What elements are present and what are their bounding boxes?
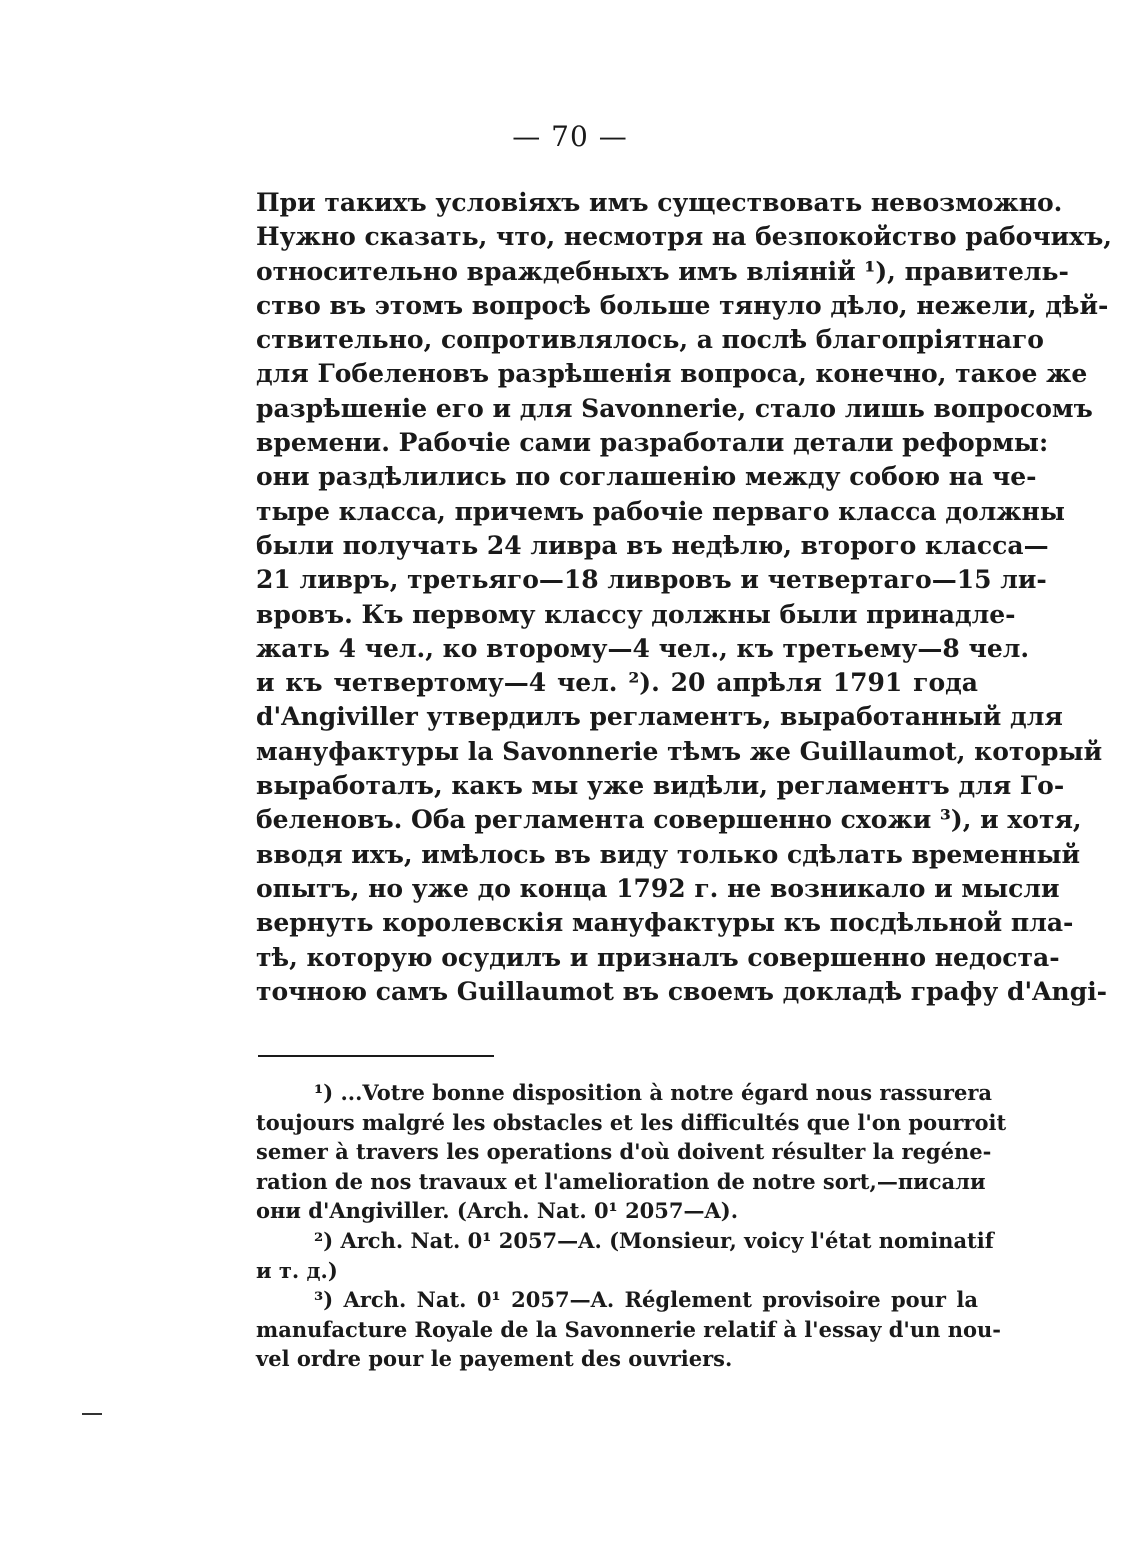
body-line: 21 ливръ, третьяго—18 ливровъ и четвертаго—15 ли- [256, 565, 1047, 595]
footnote-1 [256, 1078, 1007, 1226]
body-line: тыре класса, причемъ рабочіе перваго класса должны [256, 496, 1065, 526]
body-line: для Гобеленовъ разрѣшенія вопроса, конечно, такое же [256, 359, 1088, 389]
body-line: беленовъ. Оба регламента совершенно схожи ³), и хотя, [256, 805, 1082, 835]
body-line: выработалъ, какъ мы уже видѣли, регламентъ для Го- [256, 771, 1065, 801]
footnote-line: vel ordre pour le payement des ouvriers. [256, 1346, 733, 1372]
body-line: и къ четвертому—4 чел. ²). 20 апрѣля 1791 года [256, 668, 978, 698]
body-line: мануфактуры la Savonnerie тѣмъ же Guillaumot, который [256, 736, 1103, 766]
margin-mark [82, 1413, 102, 1415]
body-line: тѣ, которую осудилъ и призналъ совершенно недоста- [256, 942, 1060, 972]
body-line: вернуть королевскія мануфактуры къ посдѣльной пла- [256, 908, 1074, 938]
body-line: жать 4 чел., ко второму—4 чел., къ третьему—8 чел. [256, 633, 1030, 663]
body-line: вводя ихъ, имѣлось въ виду только сдѣлать временный [256, 839, 1081, 869]
body-line: ствительно, сопротивлялось, а послѣ благопріятнаго [256, 325, 1044, 355]
footnote-line: они d'Angiviller. (Arch. Nat. 0¹ 2057—A). [256, 1198, 739, 1224]
body-line: времени. Рабочіе сами разработали детали реформы: [256, 428, 1049, 458]
footnote-line: manufacture Royale de la Savonnerie relatif à l'essay d'un nou- [256, 1316, 1001, 1342]
footnote-2 [256, 1226, 994, 1285]
body-line: d'Angiviller утвердилъ регламентъ, выработанный для [256, 702, 1063, 732]
footnote-line: ¹) ...Votre bonne disposition à notre égard nous rassurera [314, 1080, 993, 1105]
body-line: вровъ. Къ первому классу должны были принадле- [256, 599, 1016, 629]
page-number: — 70 — [512, 120, 628, 153]
body-line: ство въ этомъ вопросѣ больше тянуло дѣло, нежели, дѣй- [256, 290, 1109, 320]
body-line: При такихъ условіяхъ имъ существовать невозможно. [256, 188, 1063, 217]
footnote-line: и т. д.) [256, 1257, 338, 1283]
body-line: опытъ, но уже до конца 1792 г. не возникало и мысли [256, 873, 1060, 903]
body-line: относительно враждебныхъ имъ вліяній ¹), правитель- [256, 256, 1069, 286]
footnote-line: toujours malgré les obstacles et les difficultés que l'on pourroit [256, 1109, 1007, 1135]
footnote-divider [258, 1055, 494, 1057]
body-line: Нужно сказать, что, несмотря на безпокойство рабочихъ, [256, 222, 1112, 252]
body-text [256, 186, 1112, 1009]
footnote-line: ²) Arch. Nat. 0¹ 2057—A. (Monsieur, voicy l'état nominatif [314, 1227, 994, 1253]
footnote-line: ³) Arch. Nat. 0¹ 2057—A. Réglement provisoire pour la [314, 1287, 978, 1313]
body-line: точною самъ Guillaumot въ своемъ докладѣ графу d'Angi- [256, 976, 1108, 1006]
footnote-3 [256, 1285, 1001, 1374]
footnotes [256, 1078, 1007, 1374]
footnote-line: semer à travers les operations d'où doivent résulter la regéne- [256, 1139, 992, 1165]
footnote-line: ration de nos travaux et l'amelioration de notre sort,—писали [256, 1168, 986, 1194]
body-line: они раздѣлились по соглашенію между собою на че- [256, 462, 1037, 492]
body-line: были получать 24 ливра въ недѣлю, второго класса— [256, 530, 1049, 560]
body-line: разрѣшеніе его и для Savonnerie, стало лишь вопросомъ [256, 393, 1093, 423]
